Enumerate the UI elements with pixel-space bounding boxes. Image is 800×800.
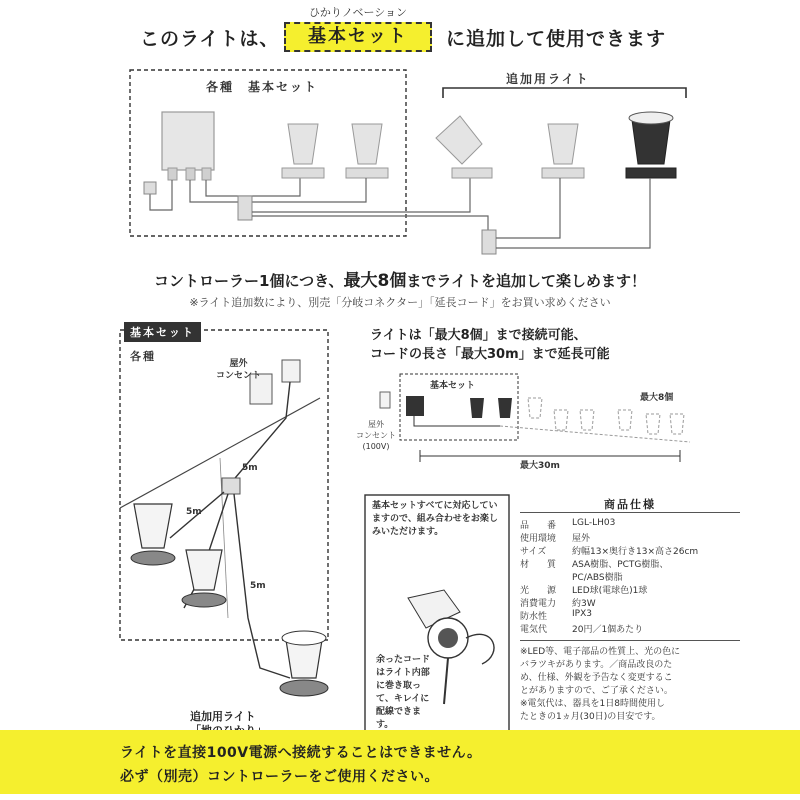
- top-diagram: [0, 60, 800, 260]
- max-lights-c: までライトを追加して楽しめます！: [406, 272, 646, 290]
- distance-label: 5m: [242, 463, 258, 473]
- spec-value: 20円／1個あたり: [572, 625, 644, 635]
- spec-key: 使用環境: [520, 534, 557, 544]
- header: [0, 22, 800, 56]
- spec-divider: [520, 512, 740, 513]
- spec-table: [520, 518, 740, 635]
- header-suffix: に追加して使用できます: [446, 28, 667, 50]
- spec-row: [520, 557, 740, 570]
- mini-max30-label: 最大30m: [520, 461, 560, 471]
- distance-label: 5m: [250, 581, 266, 591]
- warning-banner: [0, 730, 800, 794]
- spec-divider: [520, 640, 740, 641]
- ground-lamp-icon: [280, 631, 328, 696]
- lamp-icon: [346, 124, 388, 178]
- spec-key: 防水性: [520, 612, 548, 622]
- spec-notes: [520, 646, 742, 724]
- lamp-icon: [542, 124, 584, 178]
- spec-key: 消費電力: [520, 599, 557, 609]
- callout-top-text: 基本セットすべてに対応していますので、組み合わせをお楽しみいただけます。: [372, 501, 498, 538]
- lamp-icon: [131, 504, 175, 565]
- spec-note: バラツキがあります。／商品改良のた: [520, 660, 673, 671]
- header-ruby: ひかりノベーション: [308, 6, 408, 19]
- additional-light-label: 追加用ライト: [506, 72, 590, 86]
- warning-line-2: 必ず（別売）コントローラーをご使用ください。: [120, 769, 439, 785]
- distance-label: 5m: [186, 507, 202, 517]
- spec-note: たときの1ヵ月(30日)の目安です。: [520, 712, 661, 723]
- kinds-label: 各種: [130, 350, 156, 363]
- spec-row: [520, 596, 740, 609]
- spec-note: ※LED等、電子部品の性質上、光の色に: [520, 647, 681, 657]
- spec-note: め、仕様、外観を予告なく変更するこ: [520, 673, 673, 684]
- spec-row: [520, 518, 740, 531]
- spec-value: LED球(電球色)1球: [572, 586, 648, 596]
- info-line-2: コードの長さ「最大30m」まで延長可能: [370, 347, 610, 362]
- basic-set-label: 各種 基本セット: [206, 80, 319, 94]
- spec-row: [520, 531, 740, 544]
- spec-key: 品 番: [520, 521, 557, 531]
- spec-note: とがありますので、ご了承ください。: [520, 686, 673, 697]
- max-lights-a: コントローラー1個につき、: [154, 272, 344, 290]
- spot-lamp-icon: [436, 116, 492, 178]
- spec-key: サイズ: [520, 547, 547, 557]
- header-highlight: 基本セット: [284, 22, 432, 52]
- warning-line-1: ライトを直接100V電源へ接続することはできません。: [120, 745, 482, 761]
- outlet-label: 屋外 コンセント: [216, 359, 262, 382]
- spec-key: 材 質: [520, 560, 557, 570]
- spec-value: ASA樹脂、PCTG樹脂、: [572, 560, 669, 570]
- spec-value: LGL-LH03: [572, 518, 616, 528]
- spec-value: 約3W: [572, 599, 596, 609]
- spec-value: IPX3: [572, 609, 592, 619]
- spec-key: [520, 570, 572, 583]
- mini-max8-label: 最大8個: [640, 393, 674, 403]
- mini-outlet-label: 屋外 コンセント (100V): [356, 420, 396, 451]
- spec-key: 光 源: [520, 586, 557, 596]
- lamp-icon: [182, 550, 226, 607]
- spec-key: 電気代: [520, 625, 548, 635]
- spec-row: [520, 544, 740, 557]
- spec-row: [520, 609, 740, 622]
- spec-title: 商品仕様: [604, 498, 656, 511]
- basic-set-tag: 基本セット: [124, 322, 201, 342]
- controller-icon: [162, 112, 214, 180]
- add-light-label-1: 追加用ライト: [190, 710, 256, 723]
- spec-value: PC/ABS樹脂: [572, 573, 623, 583]
- lamp-icon: [282, 124, 324, 178]
- spec-value: 屋外: [572, 534, 591, 544]
- header-prefix: このライトは、: [140, 28, 280, 50]
- ground-lamp-icon: [626, 112, 676, 178]
- spec-note: ※電気代は、器具を1日8時間使用し: [520, 699, 665, 710]
- purchase-note: ※ライト追加数により、別売「分岐コネクター」「延長コード」をお買い求めください: [189, 296, 611, 309]
- max-lights-b: 最大8個: [343, 271, 407, 291]
- callout-bottom-text: 余ったコードはライト内部に巻き取って、キレイに配線できます。: [376, 655, 431, 731]
- spec-row: [520, 622, 740, 635]
- mini-basic-label: 基本セット: [430, 381, 476, 391]
- max-lights-text: [0, 266, 800, 291]
- spec-row: [520, 583, 740, 596]
- info-line-1: ライトは「最大8個」まで接続可能、: [370, 328, 587, 343]
- spec-row: [520, 570, 740, 583]
- spec-value: 約幅13×奥行き13×高さ26cm: [572, 547, 699, 557]
